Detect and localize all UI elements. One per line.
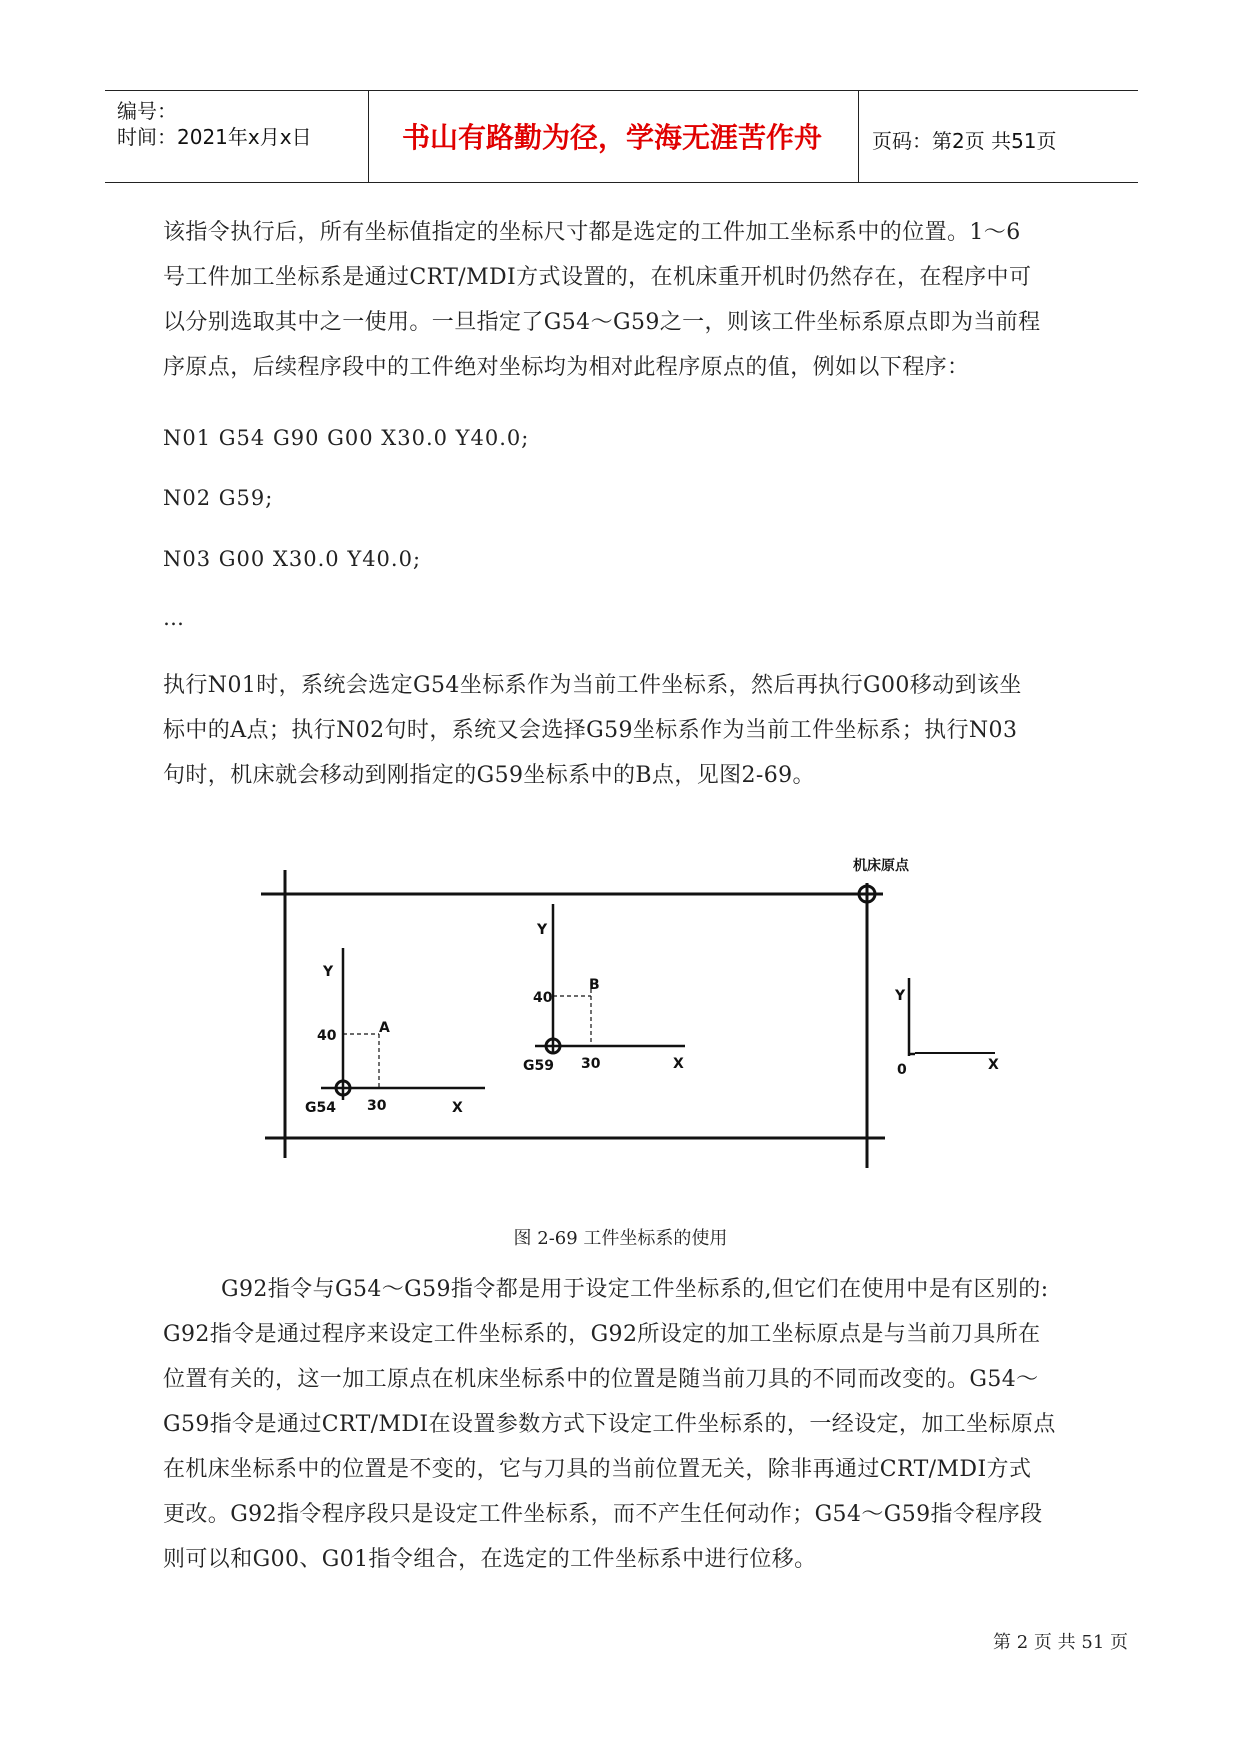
g54-40-label: 40 <box>317 1028 337 1044</box>
coordinate-system-diagram <box>255 838 915 1178</box>
text-line: 则可以和G00、G01指令组合，在选定的工件坐标系中进行位移。 <box>163 1547 817 1572</box>
g59-y-label: Y <box>537 922 548 938</box>
right-coordinate-system <box>909 978 915 1056</box>
g54-label: G54 <box>305 1100 336 1116</box>
header-motto: 书山有路勤为径，学海无涯苦作舟 <box>401 121 822 154</box>
header-bottom-rule <box>105 182 1138 183</box>
right-axis-x-label: X <box>988 1057 999 1073</box>
right-y-label: Y <box>895 988 906 1004</box>
machine-origin-label: 机床原点 <box>853 858 909 874</box>
text-line: 执行N01时，系统会选定G54坐标系作为当前工件坐标系，然后再执行G00移动到该坐 <box>163 673 1022 698</box>
text-line: 标中的A点；执行N02句时，系统又会选择G59坐标系作为当前工件坐标系；执行N03 <box>163 718 1018 743</box>
machine-origin-symbol <box>859 886 875 902</box>
code-line-n01: N01 G54 G90 G00 X30.0 Y40.0; <box>163 426 530 450</box>
g54-coordinate-system <box>321 948 485 1100</box>
text-line: 号工件加工坐标系是通过CRT/MDI方式设置的，在机床重开机时仍然存在，在程序中可 <box>163 265 1032 290</box>
text-line: 在机床坐标系中的位置是不变的，它与刀具的当前位置无关，除非再通过CRT/MDI方式 <box>163 1457 1032 1482</box>
header-number: 编号： <box>117 99 177 123</box>
text-line: G59指令是通过CRT/MDI在设置参数方式下设定工件坐标系的，一经设定，加工坐标原点 <box>163 1412 1056 1437</box>
right-origin-label: 0 <box>897 1062 907 1078</box>
g59-coordinate-system <box>535 904 685 1054</box>
text-line: G92指令是通过程序来设定工件坐标系的，G92所设定的加工坐标原点是与当前刀具所在 <box>163 1322 1041 1347</box>
figure-caption: 图 2-69 工件坐标系的使用 <box>513 1228 728 1249</box>
text-line: 该指令执行后，所有坐标值指定的坐标尺寸都是选定的工件加工坐标系中的位置。1～6 <box>163 220 1021 245</box>
text-line: 以分别选取其中之一使用。一旦指定了G54～G59之一，则该工件坐标系原点即为当前程 <box>163 310 1041 335</box>
code-ellipsis: … <box>163 606 185 630</box>
text-line: 位置有关的，这一加工原点在机床坐标系中的位置是随当前刀具的不同而改变的。G54～ <box>163 1367 1039 1392</box>
g59-40-label: 40 <box>533 990 553 1006</box>
text-line: 句时，机床就会移动到刚指定的G59坐标系中的B点，见图2-69。 <box>163 763 815 788</box>
g59-30-label: 30 <box>581 1056 601 1072</box>
header-page-info: 页码：第2页 共51页 <box>872 129 1057 153</box>
header-divider-right <box>858 90 859 182</box>
g54-x-label: X <box>452 1100 463 1116</box>
point-b-label: B <box>589 977 600 993</box>
text-line: G92指令与G54～G59指令都是用于设定工件坐标系的,但它们在使用中是有区别的: <box>221 1277 1049 1302</box>
header-top-rule <box>105 90 1138 91</box>
text-line: 更改。G92指令程序段只是设定工件坐标系，而不产生任何动作；G54～G59指令程序段 <box>163 1502 1043 1527</box>
g54-y-label: Y <box>323 964 334 980</box>
header-time: 时间：2021年x月x日 <box>117 125 312 149</box>
page-footer: 第 2 页 共 51 页 <box>993 1632 1128 1653</box>
code-line-n02: N02 G59; <box>163 486 274 510</box>
point-a-label: A <box>379 1020 390 1036</box>
code-line-n03: N03 G00 X30.0 Y40.0; <box>163 547 422 571</box>
g54-30-label: 30 <box>367 1098 387 1114</box>
right-axis-x-extension <box>915 1052 995 1054</box>
g59-x-label: X <box>673 1056 684 1072</box>
header-divider-left <box>368 90 369 182</box>
g59-label: G59 <box>523 1058 554 1074</box>
text-line: 序原点，后续程序段中的工件绝对坐标均为相对此程序原点的值，例如以下程序： <box>163 355 970 380</box>
